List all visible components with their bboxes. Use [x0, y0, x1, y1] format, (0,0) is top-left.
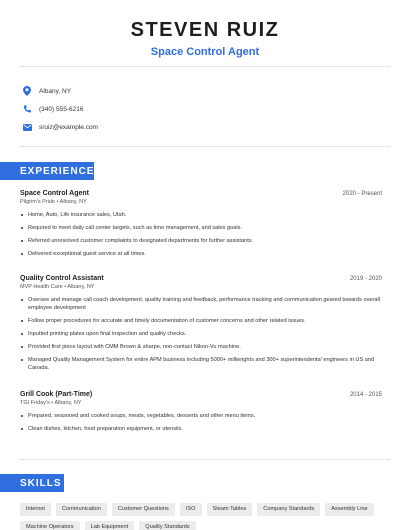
experience-heading	[0, 162, 94, 180]
skill-chip: Lab Equipment	[85, 521, 135, 530]
phone-text: (340) 555-6216	[39, 105, 84, 113]
job-bullet: Prepared, seasoned and cooked soups, meats, vegetables, desserts and other menu items.	[20, 412, 382, 420]
skill-chip: Company Standards	[257, 503, 320, 516]
experience-item	[20, 275, 382, 377]
location-text: Albany, NY	[39, 87, 72, 95]
job-bullet: Required to meet daily call center targets, such as time management, and sales goals.	[20, 224, 382, 232]
skill-chip: Customer Questions	[112, 503, 175, 516]
job-bullet: Clean dishes, kitchen, food preparation equipment, or utensils.	[20, 425, 382, 433]
skill-chip: Machine Operators	[20, 521, 80, 530]
job-bullet: Inputted printing plates upon final inspection and quality checks.	[20, 330, 382, 338]
job-bullet: Delivered exceptional guest service at all times.	[20, 250, 382, 258]
email-text: sruiz@example.com	[39, 123, 98, 131]
job-bullet: Provided first piece layout with CMM Brown & sharpe, non-contact Nikon-Vu machine.	[20, 343, 382, 351]
phone-icon	[22, 104, 32, 114]
contact-info	[22, 82, 98, 136]
job-bullet: Follow proper procedures for accurate and timely documentation of customer concerns and other related issues.	[20, 317, 382, 325]
skills-heading	[0, 474, 64, 492]
skill-chip: ISO	[180, 503, 202, 516]
job-bullets	[20, 296, 382, 372]
job-employer: MVP Health Care • Albany, NY	[20, 284, 95, 290]
job-bullets	[20, 412, 382, 433]
job-dates: 2019 - 2020	[349, 276, 382, 282]
skills-list	[20, 503, 392, 530]
job-dates: 2020 - Present	[342, 191, 382, 197]
location-pin-icon	[22, 86, 32, 96]
job-employer: Pilgrim's Pride • Albany, NY	[20, 199, 87, 205]
candidate-title: Space Control Agent	[150, 46, 260, 58]
job-title: Space Control Agent	[20, 190, 89, 197]
experience-item	[20, 391, 382, 438]
contact-location	[22, 82, 98, 100]
experience-item	[20, 190, 382, 263]
header-divider	[20, 66, 390, 67]
job-employer: TGI Friday's • Albany, NY	[20, 400, 82, 406]
skill-chip: Internet	[20, 503, 51, 516]
skill-chip: Steam Tables	[207, 503, 253, 516]
experience-divider	[20, 459, 390, 460]
job-bullet: Oversee and manage call coach development, quality training and feedback, performance tracking and communication geared towards overall employee development	[20, 296, 382, 312]
email-icon	[22, 122, 32, 132]
job-bullets	[20, 211, 382, 258]
contact-phone	[22, 100, 98, 118]
job-bullet: Managed Quality Management System for entire APM business including 5000+ millwrights and 300+ superintendents/ engineers in US and Canada.	[20, 356, 382, 372]
job-title: Quality Control Assistant	[20, 275, 104, 282]
skill-chip: Assembly Line	[325, 503, 373, 516]
job-dates: 2014 - 2015	[349, 392, 382, 398]
candidate-name: STEVEN RUIZ	[130, 19, 280, 41]
job-title: Grill Cook (Part-Time)	[20, 391, 93, 398]
skill-chip: Quality Standards	[139, 521, 195, 530]
experience-heading-label: EXPERIENCE	[20, 165, 95, 177]
resume-header	[0, 18, 410, 58]
job-bullet: Referred unresolved customer complaints to designated departments for further assistants.	[20, 237, 382, 245]
skill-chip: Communication	[56, 503, 107, 516]
skills-heading-label: SKILLS	[20, 477, 62, 489]
job-bullet: Home, Auto, Life insurance sales, Utah.	[20, 211, 382, 219]
contact-divider	[20, 146, 390, 147]
contact-email	[22, 118, 98, 136]
